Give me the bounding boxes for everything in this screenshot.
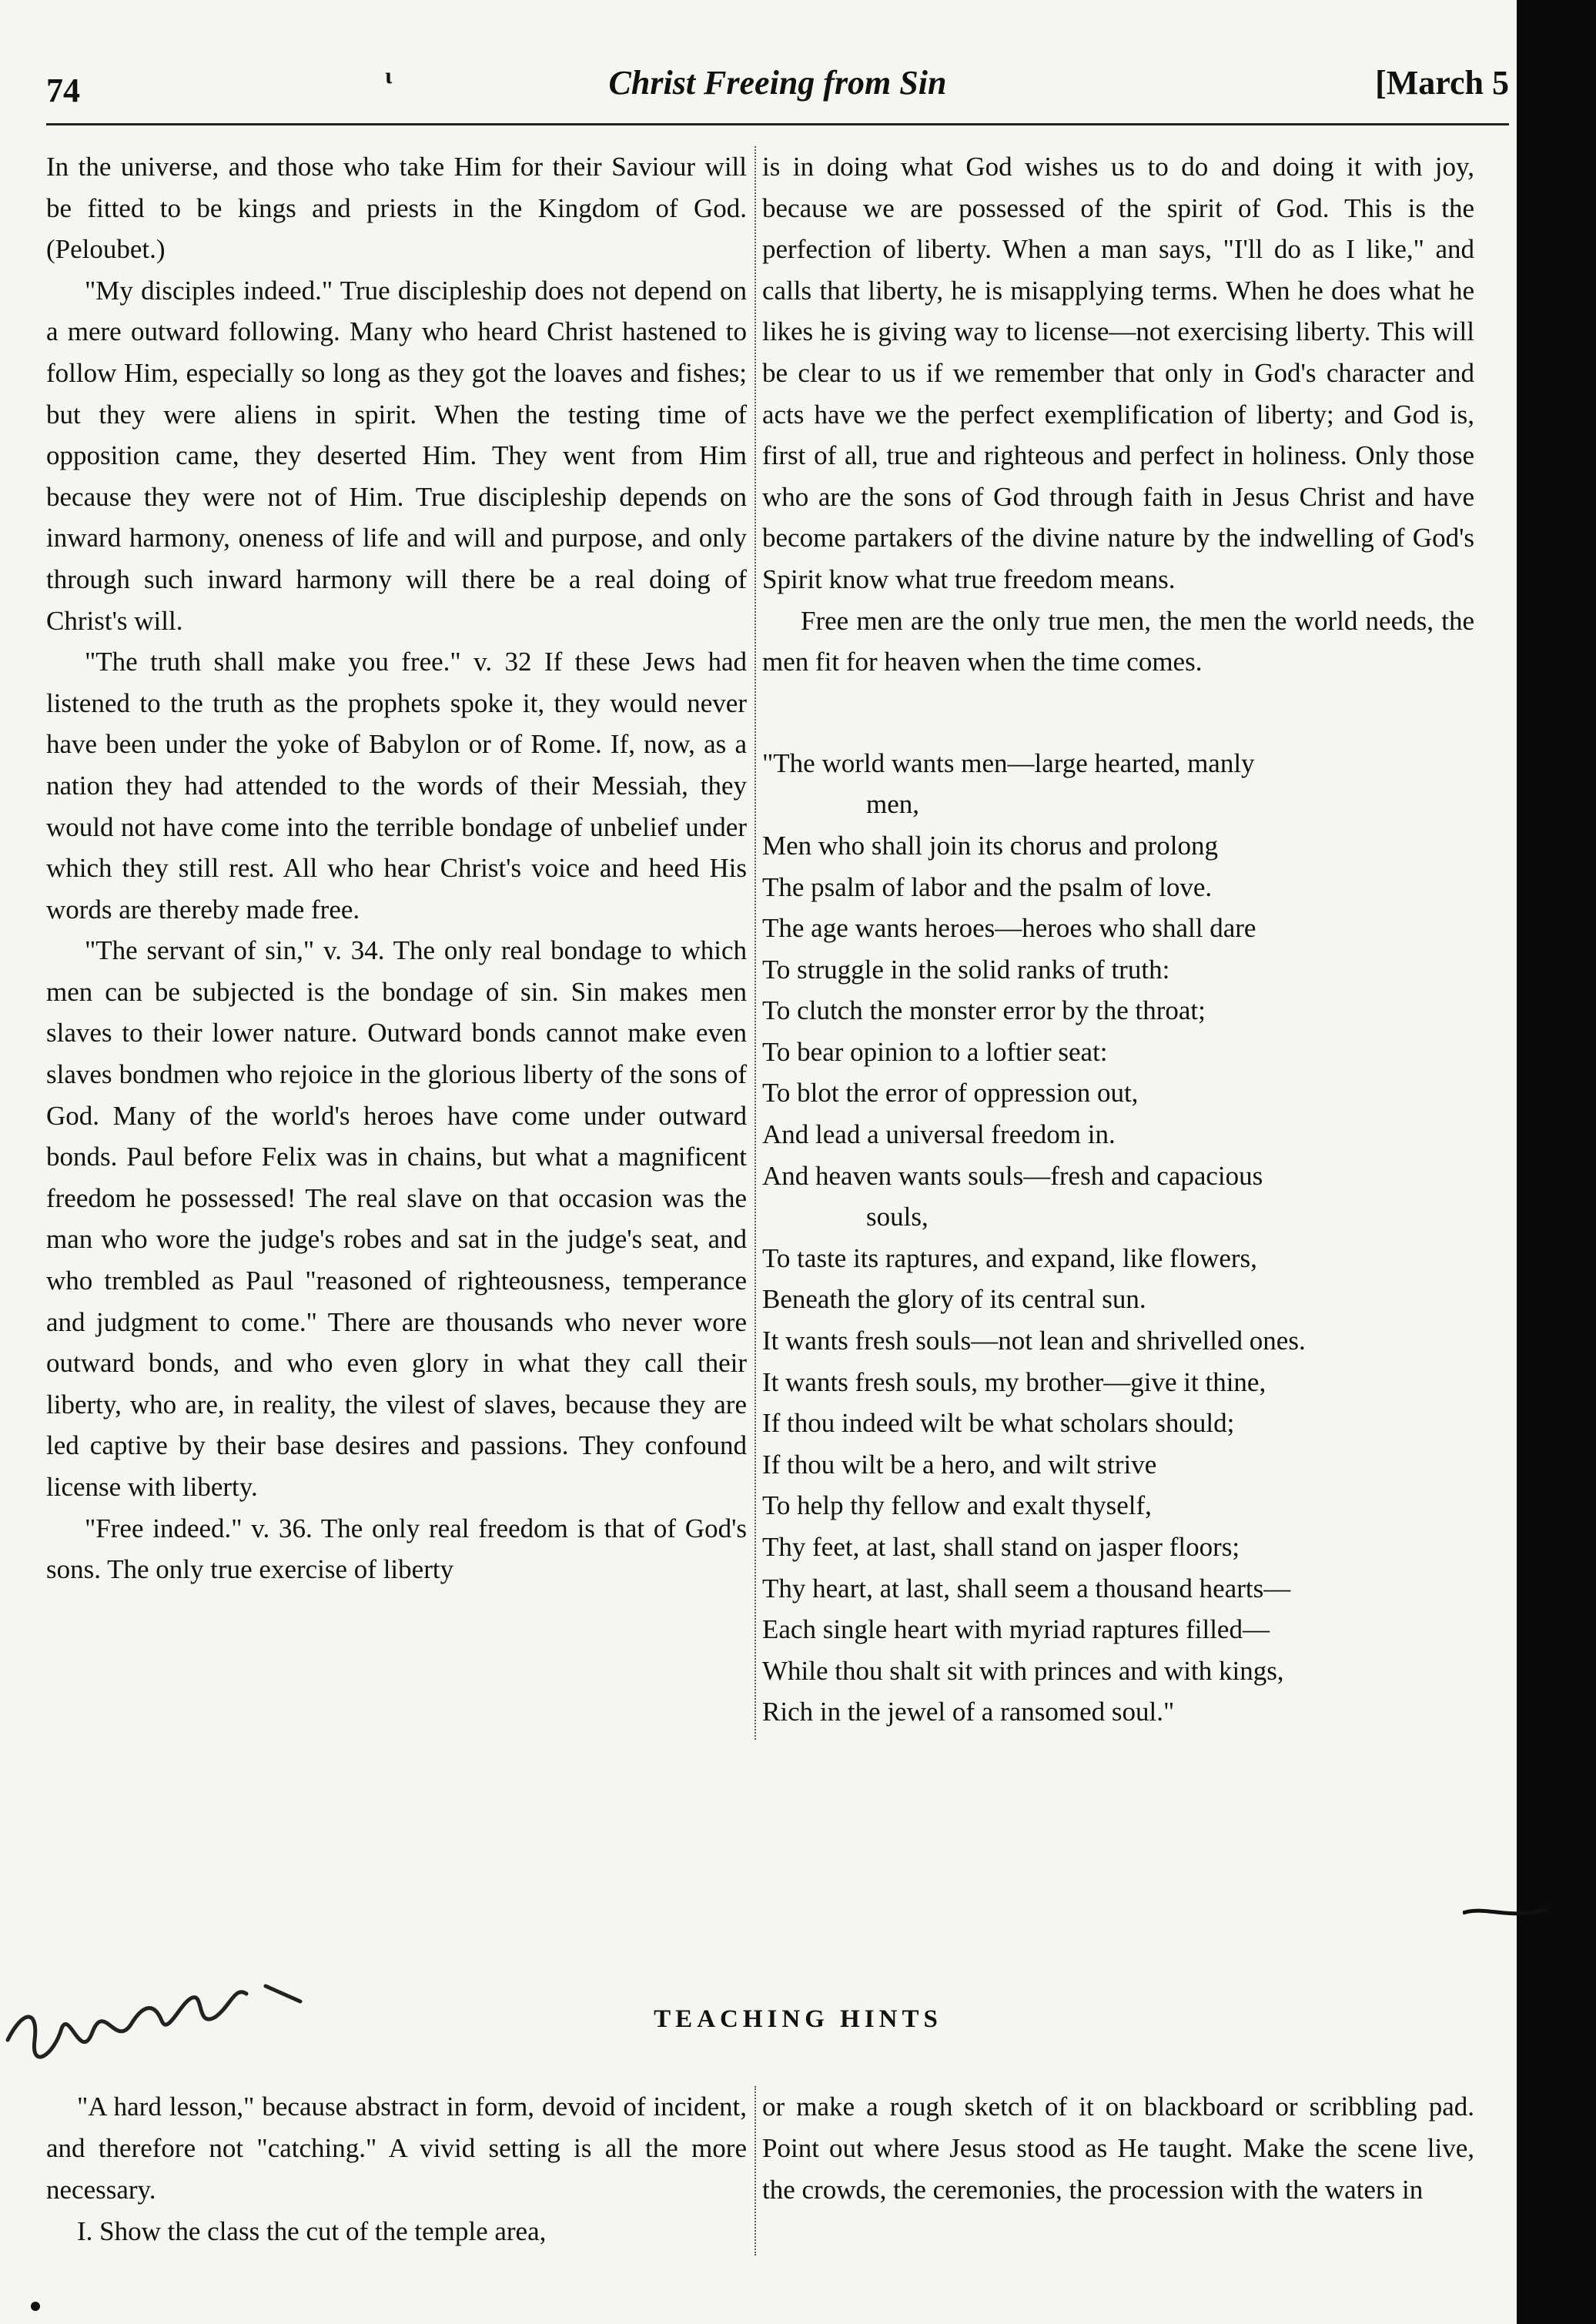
poem-line: And heaven wants souls—fresh and capacious: [762, 1160, 1263, 1191]
poem: [762, 743, 1474, 1733]
poem-line: Each single heart with myriad raptures filled—: [762, 1614, 1270, 1645]
running-header: [46, 63, 1509, 112]
page-title: Christ Freeing from Sin: [608, 64, 947, 102]
poem-line: To clutch the monster error by the throat;: [762, 995, 1206, 1026]
poem-line: The age wants heroes—heroes who shall dare: [762, 913, 1256, 944]
section-heading: TEACHING HINTS: [654, 2005, 942, 2033]
poem-line: Beneath the glory of its central sun.: [762, 1284, 1146, 1315]
poem-line: Rich in the jewel of a ransomed soul.": [762, 1697, 1175, 1727]
paragraph: "The truth shall make you free." v. 32 If these Jews had listened to the truth as the prophets spoke it, they would never have been under the yoke of Babylon or of Rome. If, now, as a nation they had attended to the words of their Messiah, they would not have come into the terrible bondage of unbelief under which they still rest. All who hear Christ's voice and heed His words are thereby made free.: [46, 647, 747, 925]
paragraph: Free men are the only true men, the men the world needs, the men fit for heaven when the time comes.: [762, 605, 1474, 677]
poem-line: To taste its raptures, and expand, like flowers,: [762, 1242, 1257, 1273]
poem-line: It wants fresh souls, my brother—give it thine,: [762, 1366, 1266, 1397]
scan-mark: [1463, 1901, 1547, 1924]
poem-line: "The world wants men—large hearted, manly: [762, 747, 1255, 778]
paragraph: is in doing what God wishes us to do and doing it with joy, because we are possessed of the spirit of God. This is the perfection of liberty. When a man says, "I'll do as I like," and calls that liberty, he is misapplying terms. When he does what he likes he is giving way to license—not exercising liberty. This will be clear to us if we remember that only in God's character and acts have we the perfect exemplification of liberty; and God is, first of all, true and righteous and perfect in holiness. Only those who are the sons of God through faith in Jesus Christ and have become partakers of the divine nature by the indwelling of God's Spirit know what true freedom means.: [762, 152, 1474, 594]
paragraph: "My disciples indeed." True discipleship does not depend on a mere outward following. Many who heard Christ hastened to follow Him, especially so long as they got the loaves and fishes; but they were aliens in spirit. When the testing time of opposition came, they deserted Him. They went from Him because they were not of Him. True discipleship depends on inward harmony, oneness of life and will and purpose, and only through such inward harmony will there be a real doing of Christ's will.: [46, 275, 747, 636]
poem-line: To bear opinion to a loftier seat:: [762, 1036, 1108, 1067]
poem-line: Thy feet, at last, shall stand on jasper floors;: [762, 1532, 1240, 1562]
header-rule: [46, 123, 1509, 125]
paragraph: I. Show the class the cut of the temple area,: [77, 2216, 547, 2246]
paragraph: In the universe, and those who take Him for their Saviour will be fitted to be kings and priests in the Kingdom of God. (Peloubet.): [46, 152, 747, 265]
poem-line: Thy heart, at last, shall seem a thousand hearts—: [762, 1573, 1291, 1603]
poem-line: souls,: [866, 1202, 928, 1232]
poem-line: And lead a universal freedom in.: [762, 1119, 1116, 1150]
right-column: [762, 146, 1474, 1733]
poem-line: To help thy fellow and exalt thyself,: [762, 1490, 1152, 1521]
poem-line: If thou wilt be a hero, and wilt strive: [762, 1449, 1157, 1480]
teaching-hints-right: [762, 2086, 1474, 2211]
column-divider: [755, 2086, 756, 2255]
handwritten-note: apply self: [0, 1955, 3, 1956]
teaching-hints-left: [46, 2086, 747, 2252]
column-divider: [755, 146, 756, 1740]
poem-line: To struggle in the solid ranks of truth:: [762, 954, 1170, 985]
poem-line: To blot the error of oppression out,: [762, 1078, 1139, 1108]
poem-line: It wants fresh souls—not lean and shrivelled ones.: [762, 1326, 1306, 1356]
left-column: [46, 146, 747, 1590]
paragraph: "The servant of sin," v. 34. The only real bondage to which men can be subjected is the bondage of sin. Sin makes men slaves to their lower nature. Outward bonds cannot make even slaves bondmen who rejoice in the glorious liberty of the sons of God. Many of the world's heroes have come under outward bonds. Paul before Felix was in chains, but what a magnificent freedom he possessed! The real slave on that occasion was the man who wore the judge's robes and sat in the judge's seat, and who trembled as Paul "reasoned of righteousness, temperance and judgment to come." There are thousands who never wore outward bonds, and who even glory in what they call their liberty, who are, in reality, the vilest of slaves, because they are led captive by their base desires and passions. They confound license with liberty.: [46, 935, 747, 1502]
poem-line: The psalm of labor and the psalm of love.: [762, 871, 1213, 902]
paragraph: "A hard lesson," because abstract in form, devoid of incident, and therefore not "catching." A vivid setting is all the more necessary.: [46, 2092, 747, 2205]
paragraph: or make a rough sketch of it on blackboard or scribbling pad. Point out where Jesus stood as He taught. Make the scene live, the crowds, the ceremonies, the procession with the waters in: [762, 2092, 1474, 2205]
paragraph: "Free indeed." v. 36. The only real freedom is that of God's sons. The only true exercise of liberty: [46, 1513, 747, 1585]
scan-binding-edge: [1517, 0, 1596, 2324]
poem-line: If thou indeed wilt be what scholars should;: [762, 1408, 1235, 1439]
poem-line: While thou shalt sit with princes and with kings,: [762, 1655, 1284, 1686]
header-mark: ι: [385, 63, 393, 89]
issue-date: [March 5: [1375, 64, 1509, 102]
poem-line: Men who shall join its chorus and prolong: [762, 830, 1219, 861]
scan-speck: [31, 2302, 40, 2311]
page-number: 74: [46, 72, 80, 109]
poem-line: men,: [866, 789, 920, 820]
